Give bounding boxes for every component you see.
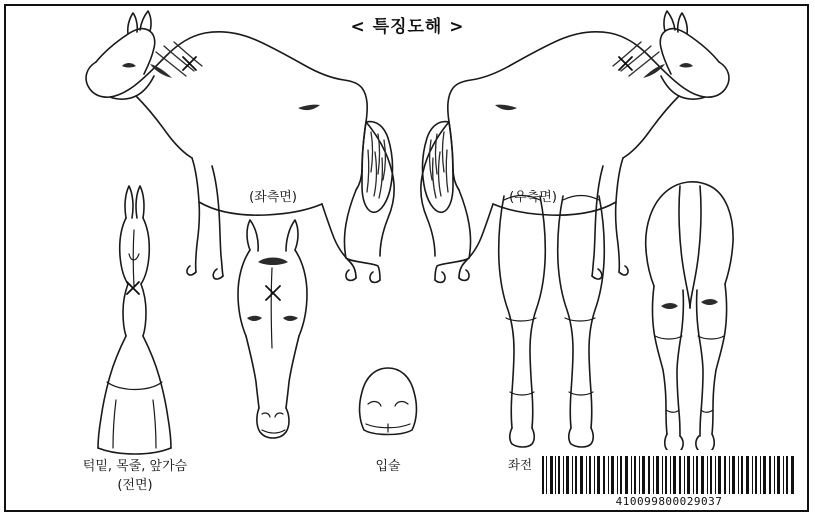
caption-muzzle: 입술 [375, 459, 401, 474]
barcode-block [539, 450, 799, 508]
caption-head-neck-chest-front-line1: 턱밑, 목줄, 앞가슴 [82, 459, 188, 474]
barcode-number: 410099800029037 [615, 495, 723, 508]
caption-horse-right-side: (우측면) [509, 190, 557, 205]
caption-front-left-leg: 좌전 [507, 457, 533, 472]
barcode-bars [540, 456, 798, 494]
caption-head-neck-chest-front-line2: (전면) [117, 478, 153, 493]
caption-horse-left-side: (좌측면) [249, 190, 297, 205]
page-border [4, 4, 809, 512]
page-title: < 특징도해 > [350, 17, 465, 37]
